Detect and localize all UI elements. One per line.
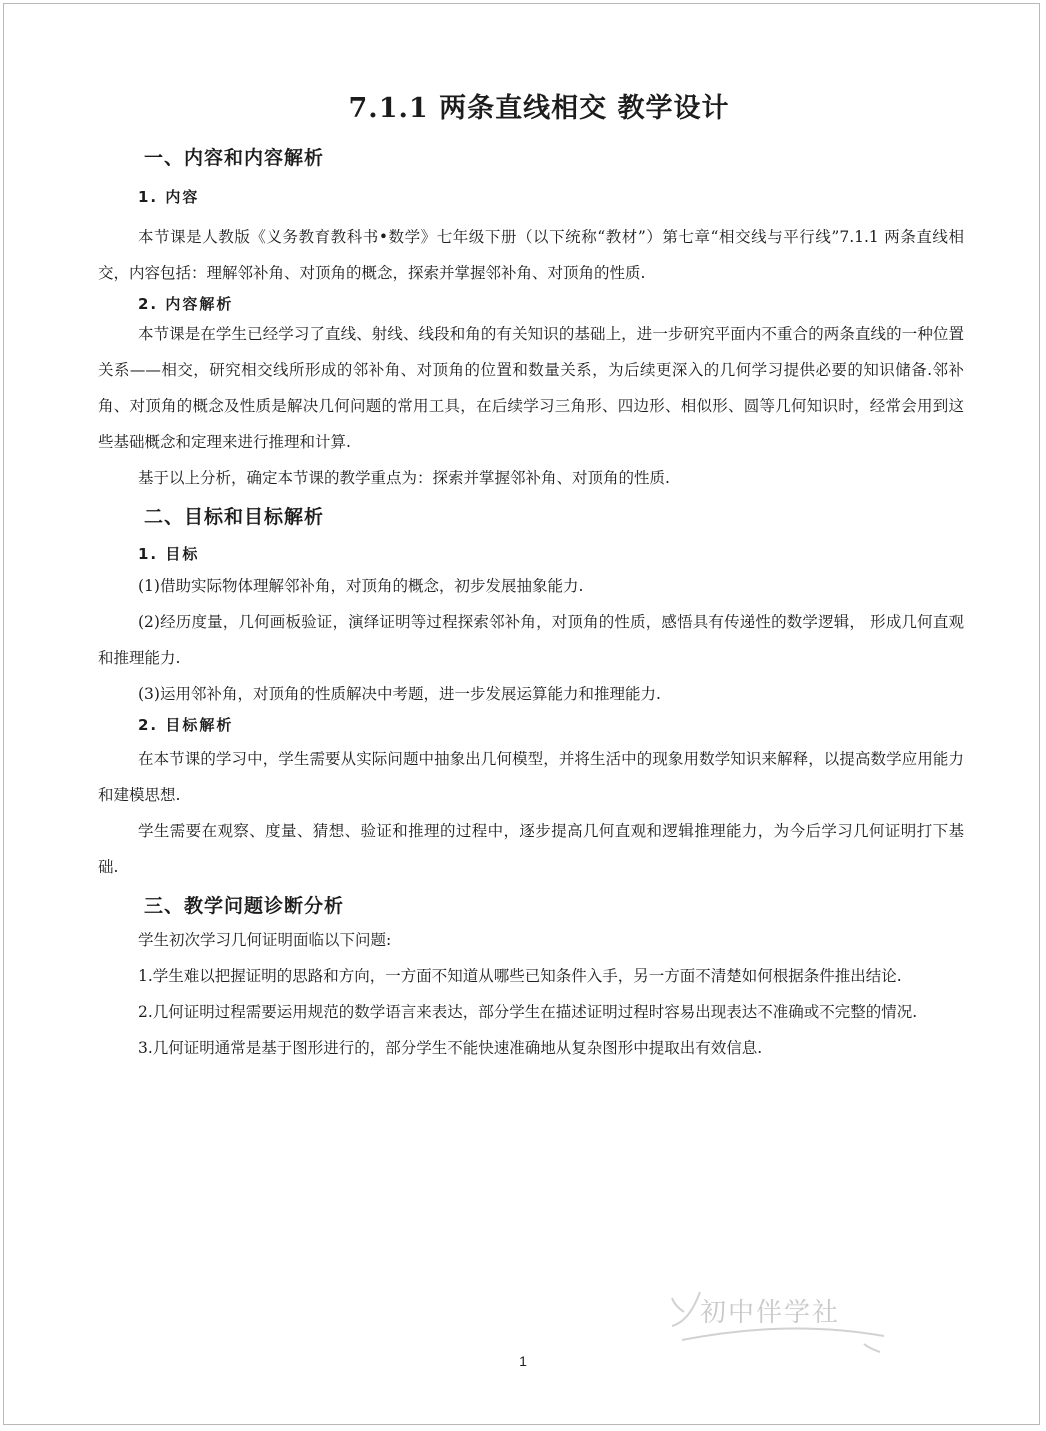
goal-item-1: (1)借助实际物体理解邻补角，对顶角的概念，初步发展抽象能力. [138,577,584,595]
paragraph-diagnosis-intro: 学生初次学习几何证明面临以下问题: [138,931,392,949]
subsection-heading-content: 1. 内容 [138,188,200,206]
section-heading-goals: 二、目标和目标解析 [144,506,325,528]
section-heading-content: 一、内容和内容解析 [144,147,325,169]
subsection-heading-goals: 1. 目标 [138,545,200,563]
page-number: 1 [519,1353,527,1369]
paragraph-teaching-focus: 基于以上分析，确定本节课的教学重点为：探索并掌握邻补角、对顶角的性质. [138,469,670,487]
document-title: 7.1.1 两条直线相交 教学设计 [348,93,730,124]
section-heading-diagnosis: 三、教学问题诊断分析 [144,895,345,917]
diagnosis-item-2: 2.几何证明过程需要运用规范的数学语言来表达，部分学生在描述证明过程时容易出现表达不准确或不完整的情况. [138,1003,918,1021]
watermark-text: 初中伴学社 [700,1298,841,1328]
goal-item-2: (2)经历度量，几何画板验证，演绎证明等过程探索邻补角，对顶角的性质，感悟具有传递性的数学逻辑， 形成几何直观和推理能力. [98,613,964,667]
document-body [98,86,964,1066]
subsection-heading-content-analysis: 2. 内容解析 [138,295,234,313]
paragraph-content-analysis: 本节课是在学生已经学习了直线、射线、线段和角的有关知识的基础上，进一步研究平面内不重合的两条直线的一种位置关系——相交，研究相交线所形成的邻补角、对顶角的位置和数量关系，为后续更深入的几何学习提供必要的知识储备.邻补角、对顶角的概念及性质是解决几何问题的常用工具，在后续学习三角形、四边形、相似形、圆等几何知识时，经常会用到这些基础概念和定理来进行推理和计算. [98,325,964,451]
diagnosis-item-1: 1.学生难以把握证明的思路和方向，一方面不知道从哪些已知条件入手，另一方面不清楚如何根据条件推出结论. [138,967,902,985]
paragraph-goal-analysis-1: 在本节课的学习中，学生需要从实际问题中抽象出几何模型，并将生活中的现象用数学知识来解释，以提高数学应用能力和建模思想. [98,750,964,804]
watermark-logo [664,1282,894,1362]
subsection-heading-goal-analysis: 2. 目标解析 [138,716,234,734]
paragraph-goal-analysis-2: 学生需要在观察、度量、猜想、验证和推理的过程中，逐步提高几何直观和逻辑推理能力，为今后学习几何证明打下基础. [98,822,964,876]
paragraph-content: 本节课是人教版《义务教育教科书•数学》七年级下册（以下统称“教材”）第七章“相交线与平行线”7.1.1 两条直线相交，内容包括：理解邻补角、对顶角的概念，探索并掌握邻补角、对顶角的性质. [98,228,964,282]
goal-item-3: (3)运用邻补角，对顶角的性质解决中考题，进一步发展运算能力和推理能力. [138,685,661,703]
diagnosis-item-3: 3.几何证明通常是基于图形进行的，部分学生不能快速准确地从复杂图形中提取出有效信息. [138,1039,763,1057]
